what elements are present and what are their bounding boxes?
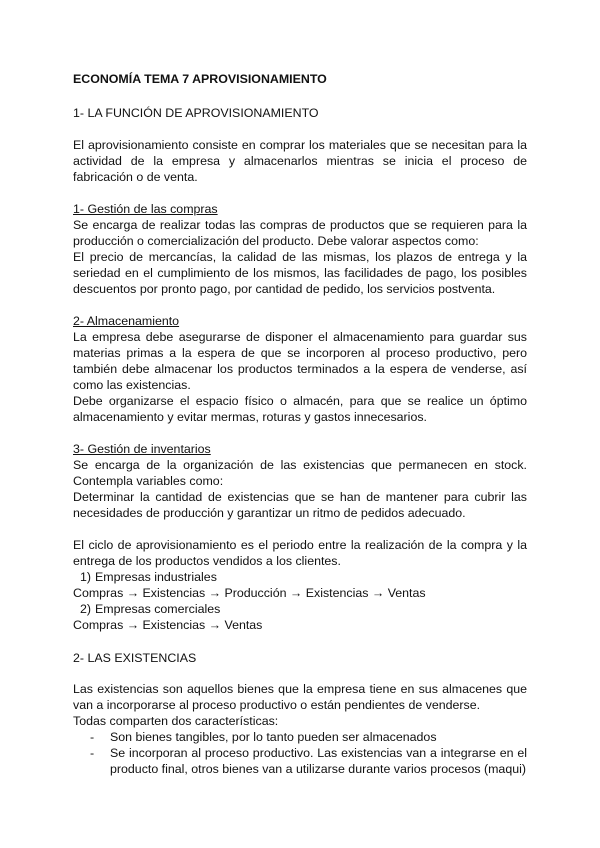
section-heading-existencias: 2- LAS EXISTENCIAS [73,651,197,665]
compras-paragraph-1: Se encarga de realizar todas las compras de productos que se requieren para la producción o comercialización del producto. Debe valorar aspectos como: [73,218,527,248]
bullet-dash: - [90,730,95,744]
intro-paragraph: El aprovisionamiento consiste en comprar los materiales que se necesitan para la actividad de la empresa y almacenarlos mientras se inicia el proceso de fabricación o de venta. [73,138,527,184]
flow-comerciales: Compras → Existencias → Ventas [73,618,263,632]
almacenamiento-paragraph-1: La empresa debe asegurarse de disponer el almacenamiento para guardar sus materias primas a la espera de que se incorporen al proceso productivo, pero también debe almacenar los productos terminados a la espera de venderse, así como las existencias. [73,330,527,392]
existencias-paragraph-1: Las existencias son aquellos bienes que la empresa tiene en sus almacenes que van a incorporarse al proceso productivo o están pendientes de venderse. [73,682,527,712]
existencias-paragraph-2: Todas comparten dos características: [73,714,279,728]
list-number: 1) [79,570,91,584]
list-item-empresas-industriales [73,569,527,585]
subheading-gestion-inventarios: 3- Gestión de inventarios [73,442,211,456]
bullet-text: Son bienes tangibles, por lo tanto pueden ser almacenados [110,730,437,744]
almacenamiento-paragraph-2: Debe organizarse el espacio físico o almacén, para que se realice un óptimo almacenamiento y evitar mermas, roturas y gastos innecesarios. [73,394,527,424]
bullet-item [73,745,527,777]
flow-industriales: Compras → Existencias → Producción → Existencias → Ventas [73,586,426,600]
ciclo-paragraph: El ciclo de aprovisionamiento es el periodo entre la realización de la compra y la entrega de los productos vendidos a los clientes. [73,538,527,568]
section-heading-funcion-aprovisionamiento: 1- LA FUNCIÓN DE APROVISIONAMIENTO [73,106,319,120]
bullet-dash: - [90,746,95,760]
list-item-label: Empresas industriales [95,570,217,584]
bullet-text: Se incorporan al proceso productivo. Las existencias van a integrarse en el producto final, otros bienes van a utilizarse durante varios procesos (maqui) [110,746,527,776]
inventarios-paragraph-2: Determinar la cantidad de existencias que se han de mantener para cubrir las necesidades de producción y garantizar un ritmo de pedidos adecuado. [73,490,527,520]
document-title: ECONOMÍA TEMA 7 APROVISIONAMIENTO [73,72,327,86]
inventarios-paragraph-1: Se encarga de la organización de las existencias que permanecen en stock. Contempla variables como: [73,458,527,488]
subheading-almacenamiento: 2- Almacenamiento [73,314,180,328]
compras-paragraph-2: El precio de mercancías, la calidad de las mismas, los plazos de entrega y la seriedad en el cumplimiento de los mismos, las facilidades de pago, los posibles descuentos por pronto pago, por cantidad de pedido, los servicios postventa. [73,250,527,296]
bullet-item [73,729,527,745]
subheading-gestion-compras: 1- Gestión de las compras [73,202,218,216]
list-item-empresas-comerciales [73,601,527,617]
list-item-label: Empresas comerciales [95,602,221,616]
list-number: 2) [79,602,91,616]
